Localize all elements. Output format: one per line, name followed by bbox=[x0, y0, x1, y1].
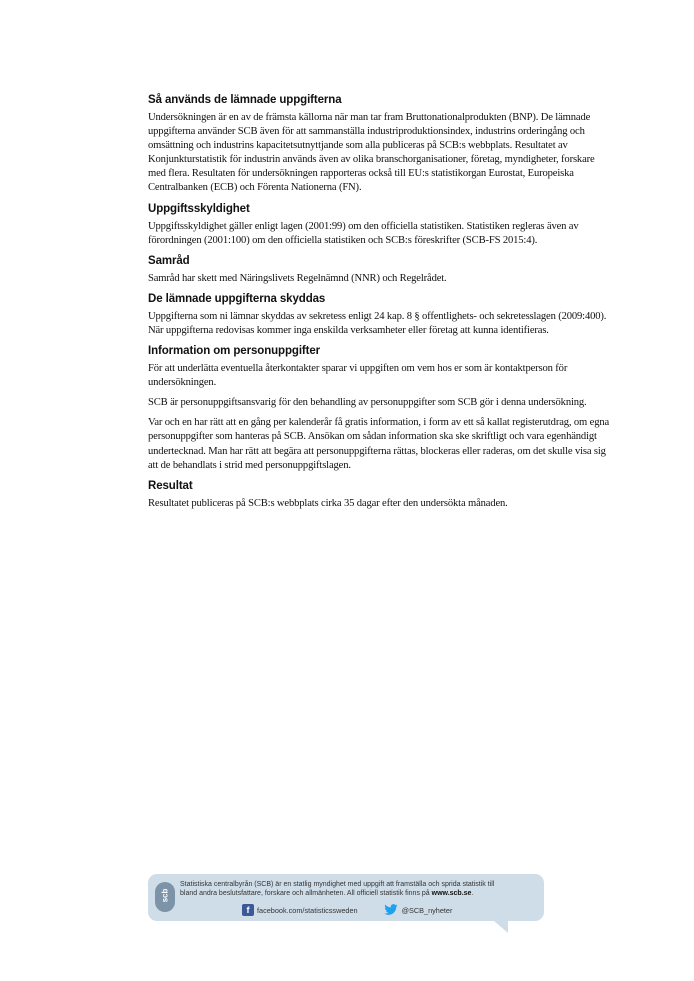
section-results bbox=[148, 479, 614, 511]
section-heading: Uppgiftsskyldighet bbox=[148, 202, 250, 215]
twitter-link[interactable]: @SCB_nyheter bbox=[401, 905, 453, 915]
section-heading: Så används de lämnade uppgifterna bbox=[148, 94, 342, 106]
section-paragraph: SCB är personuppgiftsansvarig för den behandling av personuppgifter som SCB gör i denna undersökning. bbox=[148, 397, 587, 409]
section-heading: De lämnade uppgifterna skyddas bbox=[148, 292, 326, 305]
facebook-icon: f bbox=[242, 904, 254, 916]
section-paragraph: För att underlätta eventuella återkontakter sparar vi uppgiften om vem hos er som är kontaktperson för undersökningen. bbox=[148, 363, 568, 389]
footer-text-line2: bland andra beslutsfattare, forskare och allmänheten. All officiell statistik finns på bbox=[180, 890, 432, 897]
footer-website-link[interactable]: www.scb.se bbox=[431, 890, 472, 897]
section-heading: Resultat bbox=[148, 479, 193, 492]
section-paragraph: Uppgifterna som ni lämnar skyddas av sekretess enligt 24 kap. 8 § offentlighets- och sekretesslagen (2009:400). När uppgifterna redovisas kommer inga enskilda verksamheter eller företag att kunna identifieras. bbox=[148, 310, 607, 336]
section-paragraph: Samråd har skett med Näringslivets Regelnämnd (NNR) och Regelrådet. bbox=[148, 272, 447, 284]
scb-logo-icon bbox=[155, 882, 175, 912]
footer-text bbox=[180, 880, 540, 898]
footer-banner bbox=[148, 874, 544, 921]
footer-text-line1: Statistiska centralbyrån (SCB) är en statlig myndighet med uppgift att framställa och sprida statistik till bbox=[180, 881, 495, 888]
logo-text: scb bbox=[160, 888, 170, 903]
social-links bbox=[242, 904, 452, 916]
section-paragraph: Uppgiftsskyldighet gäller enligt lagen (2001:99) om den officiella statistiken. Statistiken regleras även av förordningen (2001:100) om den officiella statistiken och SCB:s föreskrifter (SCB-FS 2015:4). bbox=[148, 220, 579, 246]
section-obligation bbox=[148, 202, 614, 248]
document-body bbox=[148, 93, 614, 517]
section-paragraph: Resultatet publiceras på SCB:s webbplats cirka 35 dagar efter den undersökta månaden. bbox=[148, 497, 508, 509]
section-heading: Samråd bbox=[148, 254, 190, 267]
section-heading: Information om personuppgifter bbox=[148, 345, 321, 358]
section-usage bbox=[148, 93, 614, 196]
section-paragraph: Var och en har rätt att en gång per kalenderår få gratis information, i form av ett så kallat registerutdrag, om egna personuppgifter som hanteras på SCB. Ansökan om sådan information ska ske skriftligt och vara egenhändigt undertecknad. Man har rätt att begära att personuppgifterna rättas, blockeras eller raderas, om det skulle visa sig att de behandlats i strid med personuppgiftslagen. bbox=[148, 417, 610, 471]
section-protection bbox=[148, 292, 614, 338]
speech-bubble-tail bbox=[494, 921, 508, 933]
footer-text-end: . bbox=[471, 890, 474, 897]
twitter-icon bbox=[383, 904, 399, 916]
section-consultation bbox=[148, 254, 614, 286]
section-personal-data bbox=[148, 344, 614, 473]
facebook-link[interactable]: facebook.com/statisticssweden bbox=[257, 905, 358, 915]
section-paragraph: Undersökningen är en av de främsta källorna när man tar fram Bruttonationalprodukten (BNP). De lämnade uppgifterna använder SCB även för att sammanställa industriproduktionsindex, industrins orderingång och omsättning och industrins kapacitetsutnyttjande som alla publiceras på SCB:s webbplats. Resultatet av Konjunkturstatistik för industrin används även av olika branschorganisationer, företag, myndigheter, forskare med flera. Resultaten för undersökningen rapporteras också till EU:s statistikorgan Eurostat, Europeiska Centralbanken (ECB) och Förenta Nationerna (FN). bbox=[148, 112, 595, 194]
